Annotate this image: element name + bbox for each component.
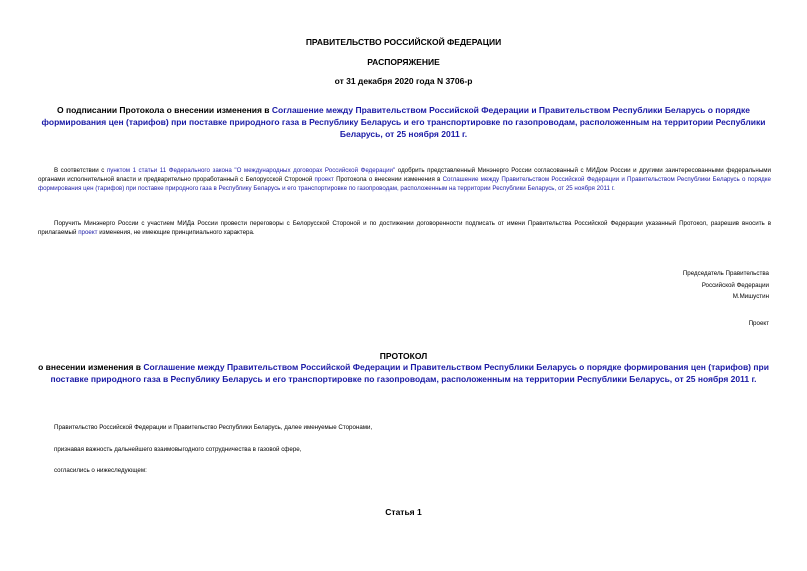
preamble-parties: Правительство Российской Федерации и Правительство Республики Беларусь, далее именуемые Сторонами, (54, 424, 373, 431)
paragraph-approve (38, 166, 771, 194)
protocol-subtitle (36, 362, 771, 385)
agreement-link[interactable]: Соглашение между Правительством Российской Федерации и Правительством Республики Беларусь о порядке формирования цен (тарифов) при поставке природного газа в Республику Беларусь и его транспортировке по газопроводам, расположенным на территории Республики Беларусь, от 25 ноября 2011 г. (38, 176, 771, 193)
signature-block (683, 268, 769, 303)
preamble-agreed: согласились о нижеследующем: (54, 467, 147, 474)
p1-text-3: Протокола о внесении изменения в (333, 176, 443, 184)
document-type: РАСПОРЯЖЕНИЕ (367, 57, 440, 67)
project-link[interactable]: проект (314, 176, 334, 184)
p1-text-2: одобрить представленный Минэнерго России согласованный с МИДом России и другими заинтересованными федеральными органами исполнительной власти и предварительно проработанный с Белорусской Стороной (38, 167, 771, 184)
preamble-recognizing: признавая важность дальнейшего взаимовыгодного сотрудничества в газовой сфере, (54, 446, 302, 453)
signature-country: Российской Федерации (701, 281, 769, 289)
government-heading: ПРАВИТЕЛЬСТВО РОССИЙСКОЙ ФЕДЕРАЦИИ (305, 37, 502, 47)
p1-text-1: В соответствии с (54, 167, 107, 174)
attached-project-link[interactable]: проект (78, 229, 98, 237)
document-date-number: от 31 декабря 2020 года N 3706-р (334, 76, 473, 86)
signature-name: М.Мишустин (732, 293, 769, 300)
federal-law-link[interactable]: пунктом 1 статьи 11 Федерального закона "О международных договорах Российской Федерации" (106, 167, 396, 174)
protocol-title: ПРОТОКОЛ (379, 351, 428, 361)
protocol-agreement-link[interactable]: Соглашение между Правительством Российской Федерации и Правительством Республики Беларусь о порядке формирования цен (тарифов) при поставке природного газа в Республику Беларусь и его транспортировке по газопроводам, расположенным на территории Республики Беларусь, от 25 ноября 2011 г. (50, 362, 769, 384)
title-prefix: О подписании Протокола о внесении изменения в (56, 105, 272, 115)
p2-text-2: изменения, не имеющие принципиального характера. (97, 229, 255, 237)
paragraph-instruct (38, 219, 771, 237)
article-heading: Статья 1 (385, 507, 422, 517)
document-title (40, 104, 767, 140)
p2-text-1: Поручить Минэнерго России с участием МИДа России провести переговоры с Белорусской Стороной и по достижении договоренности подписать от имени Правительства Российской Федерации указанный Протокол, разрешив вносить в прилагаемый (38, 220, 771, 237)
project-label: Проект (748, 320, 769, 327)
protocol-prefix: о внесении изменения в (38, 362, 144, 372)
signature-position: Председатель Правительства (682, 270, 769, 277)
title-agreement-link[interactable]: Соглашение между Правительством Российской Федерации и Правительством Республики Беларусь о порядке формирования цен (тарифов) при поставке природного газа в Республику Беларусь и его транспортировке по газопроводам, расположенным на территории Республики Беларусь, от 25 ноября 2011 г. (41, 105, 766, 139)
